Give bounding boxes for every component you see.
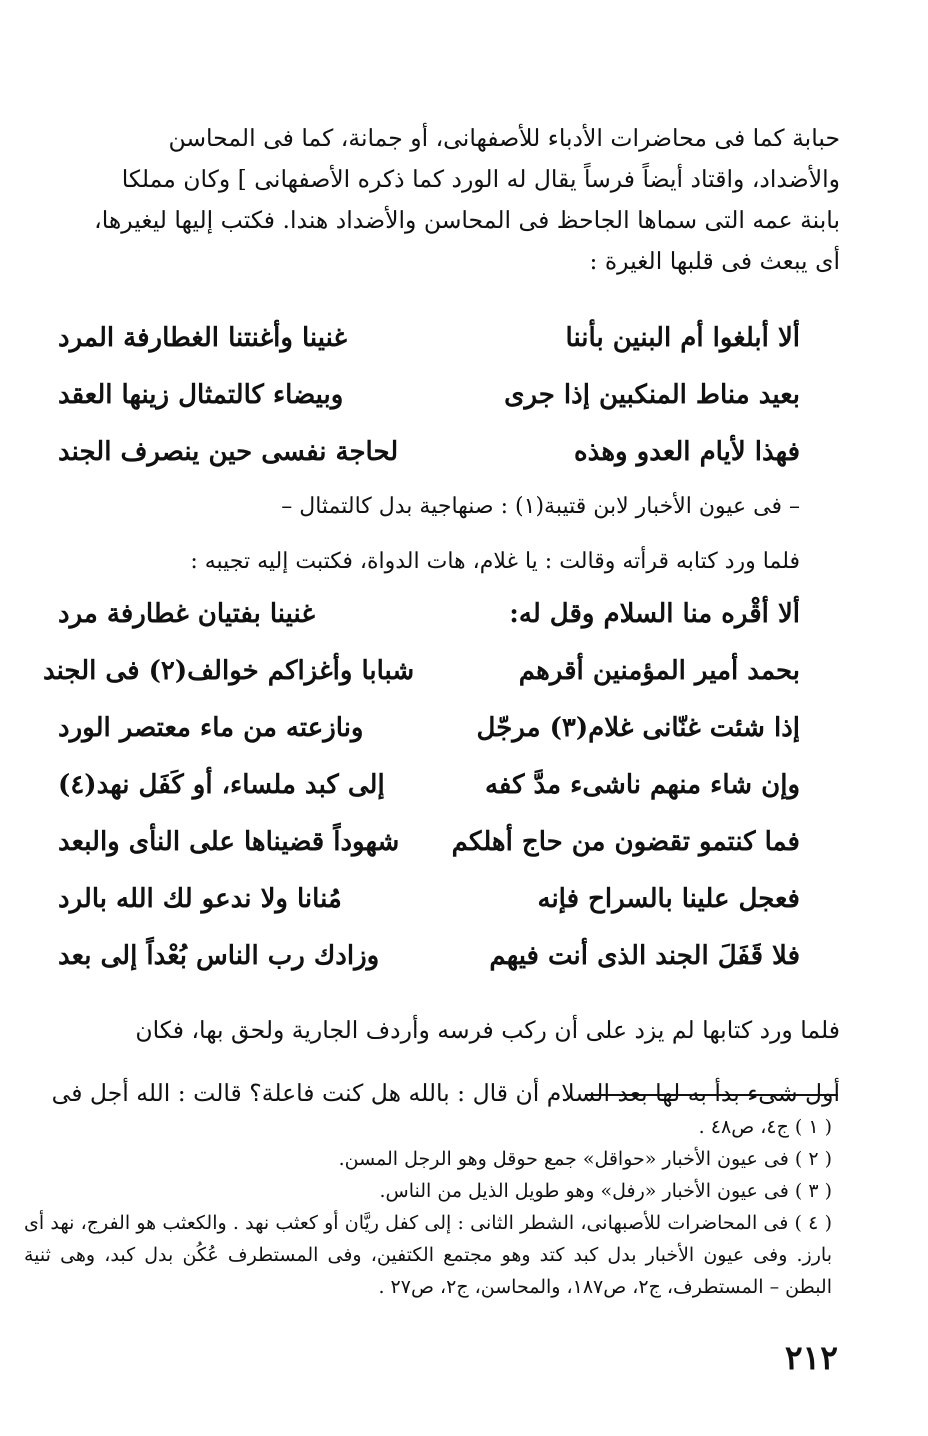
closing-line: فلما ورد كتابها لم يزد على أن ركب فرسه وأردف الجارية ولحق بها، فكان (135, 1015, 840, 1044)
verse-line (58, 927, 800, 984)
reply-intro: فلما ورد كتابه قرأته وقالت : يا غلام، هات الدواة، فكتبت إليه تجيبه : (190, 549, 800, 574)
verse-line (58, 756, 800, 813)
verse-second-half: إلى كبد ملساء، أو كَفَل نهد(٤) (58, 769, 385, 800)
verse-second-half: وزادك رب الناس بُعْداً إلى بعد (58, 940, 380, 971)
verse-line (58, 309, 800, 366)
verse-line (58, 699, 800, 756)
verse-second-half: شبابا وأغزاكم خوالف(٢) فى الجند (42, 655, 415, 686)
footnote-divider (586, 1094, 838, 1096)
intro-line: بابنة عمه التى سماها الجاحظ فى المحاسن والأضداد هندا. فكتب إليها ليغيرها، (94, 206, 840, 234)
poem-one (58, 309, 800, 480)
verse-first-half: ألا أبلغوا أم البنين بأننا (565, 322, 800, 353)
footnote: ( ٢ ) فى عيون الأخبار «حواقل» جمع حوقل وهو الرجل المسن. (338, 1148, 832, 1170)
verse-line (58, 366, 800, 423)
verse-line (42, 642, 800, 699)
verse-second-half: ونازعته من ماء معتصر الورد (58, 712, 364, 743)
footnote: ( ١ ) ج٤، ص٤٨ . (698, 1116, 832, 1138)
intro-line: والأضداد، واقتاد أيضاً فرساً يقال له الورد كما ذكره الأصفهانى ] وكان مملكا (121, 165, 840, 193)
verse-first-half: وإن شاء منهم ناشىء مدَّ كفه (484, 769, 800, 800)
intro-line: أى يبعث فى قلبها الغيرة : (589, 247, 840, 275)
verse-first-half: إذا شئت غنّانى غلام(٣) مرجّل (476, 712, 800, 743)
intro-line: حبابة كما فى محاضرات الأدباء للأصفهانى، أو جمانة، كما فى المحاسن (168, 124, 840, 152)
poem-two (42, 585, 800, 984)
verse-line (58, 423, 800, 480)
verse-first-half: فعجل علينا بالسراح فإنه (537, 883, 800, 914)
page-number: ٢١٢ (784, 1338, 838, 1377)
verse-line (58, 813, 800, 870)
footnote: ( ٤ ) فى المحاضرات للأصبهانى، الشطر الثانى : إلى كفل ريَّان أو كعثب نهد . والكعثب هو الفرج، نهد أى بارز. وفى عيون الأخبار بدل كبد كتد وهو مجتمع الكتفين، وفى المستطرف عُكُن بدل كبد، وهى ثنية البطن – المستطرف، ج٢، ص١٨٧، والمحاسن، ج٢، ص٢٧ . (24, 1212, 832, 1298)
verse-first-half: ألا أقْره منا السلام وقل له: (509, 598, 800, 629)
verse-second-half: شهوداً قضيناها على النأى والبعد (58, 826, 400, 857)
footnotes (24, 1111, 832, 1303)
verse-line (58, 585, 800, 642)
verse-first-half: فهذا لأيام العدو وهذه (574, 436, 800, 467)
variant-note: – فى عيون الأخبار لابن قتيبة(١) : صنهاجية بدل كالتمثال – (281, 494, 800, 519)
verse-first-half: بعيد مناط المنكبين إذا جرى (504, 379, 800, 410)
verse-second-half: مُنانا ولا ندعو لك الله بالرد (58, 883, 342, 914)
verse-second-half: لحاجة نفسى حين ينصرف الجند (58, 436, 399, 467)
verse-second-half: وبيضاء كالتمثال زينها العقد (58, 379, 344, 410)
verse-first-half: فلا قَفَلَ الجند الذى أنت فيهم (489, 940, 800, 971)
verse-first-half: فما كنتمو تقضون من حاج أهلكم (451, 826, 800, 857)
footnote: ( ٣ ) فى عيون الأخبار «رفل» وهو طويل الذيل من الناس. (379, 1180, 832, 1202)
verse-first-half: بحمد أمير المؤمنين أقرهم (518, 655, 800, 686)
verse-line (58, 870, 800, 927)
verse-second-half: غنينا بفتيان غطارفة مرد (58, 598, 315, 629)
intro-paragraph (24, 118, 840, 282)
verse-second-half: غنينا وأغنتنا الغطارفة المرد (58, 322, 348, 353)
closing-line: أول شىء بدأ به لها بعد السلام أن قال : بالله هل كنت فاعلة؟ قالت : الله أجل فى (51, 1079, 840, 1107)
